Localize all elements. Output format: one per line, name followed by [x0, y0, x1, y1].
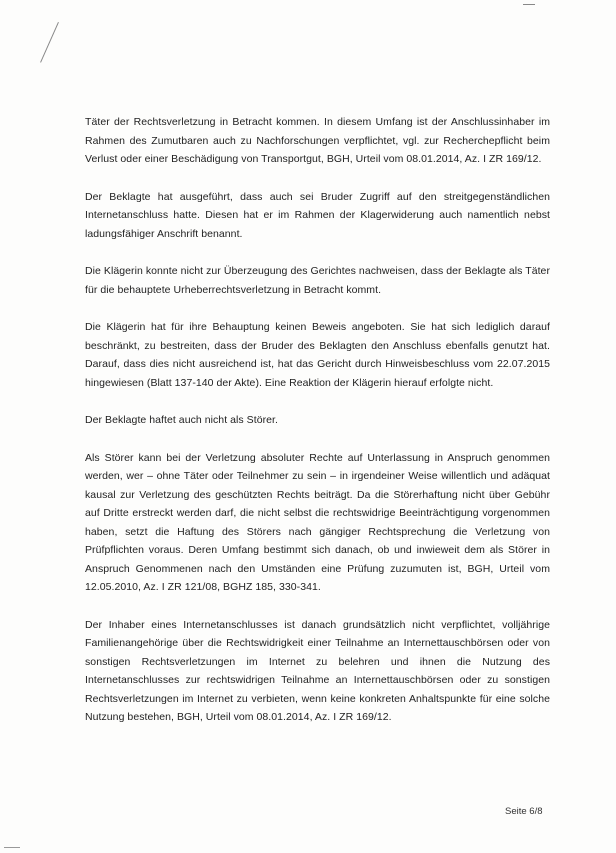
paragraph-stoerer-heading: Der Beklagte haftet auch nicht als Störer.: [85, 414, 278, 426]
page-number: Seite 6/8: [505, 806, 543, 817]
document-body: [85, 113, 550, 746]
scan-artifact-mark: [4, 847, 20, 848]
paragraph-bruder-zugriff: Der Beklagte hat ausgeführt, dass auch sei Bruder Zugriff auf den streitgegenständlichen Internetanschluss hatte. Diesen hat er im Rahmen der Klagerwiderung auch namentlich nebst ladungsfähiger Anschrift benannt.: [85, 190, 550, 240]
scan-artifact-line: [40, 22, 59, 63]
paragraph-internetanschluss-inhaber: Der Inhaber eines Internetanschlusses ist danach grundsätzlich nicht verpflichtet, volljährige Familienangehörige über die Rechtswidrigkeit einer Teilnahme an Internettauschbörsen oder von sonstigen Rechtsverletzungen im Internet zu belehren und ihnen die Nutzung des Internetanschlusses zur rechtswidrigen Teilnahme an Internettauschbörsen oder zu sonstigen Rechtsverletzungen im Internet zu verbieten, wenn keine konkreten Anhaltspunkte für eine solche Nutzung bestehen, BGH, Urteil vom 08.01.2014, Az. I ZR 169/12.: [85, 618, 550, 723]
paragraph-stoererhaftung: Als Störer kann bei der Verletzung absoluter Rechte auf Unterlassung in Anspruch genommen werden, wer – ohne Täter oder Teilnehmer zu sein – in irgendeiner Weise willentlich und adäquat kausal zur Verletzung des geschützten Rechts beiträgt. Da die Störerhaftung nicht über Gebühr auf Dritte erstreckt werden darf, die nicht selbst die rechtswidrige Beeinträchtigung vorgenommen haben, setzt die Haftung des Störers nach gängiger Rechtsprechung die Verletzung von Prüfpflichten voraus. Deren Umfang bestimmt sich danach, ob und inwieweit dem als Störer in Anspruch Genommenen nach den Umständen eine Prüfung zuzumuten ist, BGH, Urteil vom 12.05.2010, Az. I ZR 121/08, BGHZ 185, 330-341.: [85, 451, 550, 593]
paragraph-recherchepflicht: Täter der Rechtsverletzung in Betracht kommen. In diesem Umfang ist der Anschlussinhaber im Rahmen des Zumutbaren auch zu Nachforschungen verpflichtet, vgl. zur Recherchepflicht beim Verlust oder einer Beschädigung von Transportgut, BGH, Urteil vom 08.01.2014, Az. I ZR 169/12.: [85, 116, 550, 165]
paragraph-nachweis: Die Klägerin konnte nicht zur Überzeugung des Gerichtes nachweisen, dass der Beklagte als Täter für die behauptete Urheberrechtsverletzung in Betracht kommt.: [85, 265, 550, 296]
paragraph-beweis: Die Klägerin hat für ihre Behauptung keinen Beweis angeboten. Sie hat sich lediglich darauf beschränkt, zu bestreiten, dass der Bruder des Beklagten den Anschluss ebenfalls genutzt hat. Darauf, dass dies nicht ausreichend ist, hat das Gericht durch Hinweisbeschluss vom 22.07.2015 hingewiesen (Blatt 137-140 der Akte). Eine Reaktion der Klägerin hierauf erfolgte nicht.: [85, 321, 550, 389]
scan-artifact-mark: [523, 4, 535, 5]
